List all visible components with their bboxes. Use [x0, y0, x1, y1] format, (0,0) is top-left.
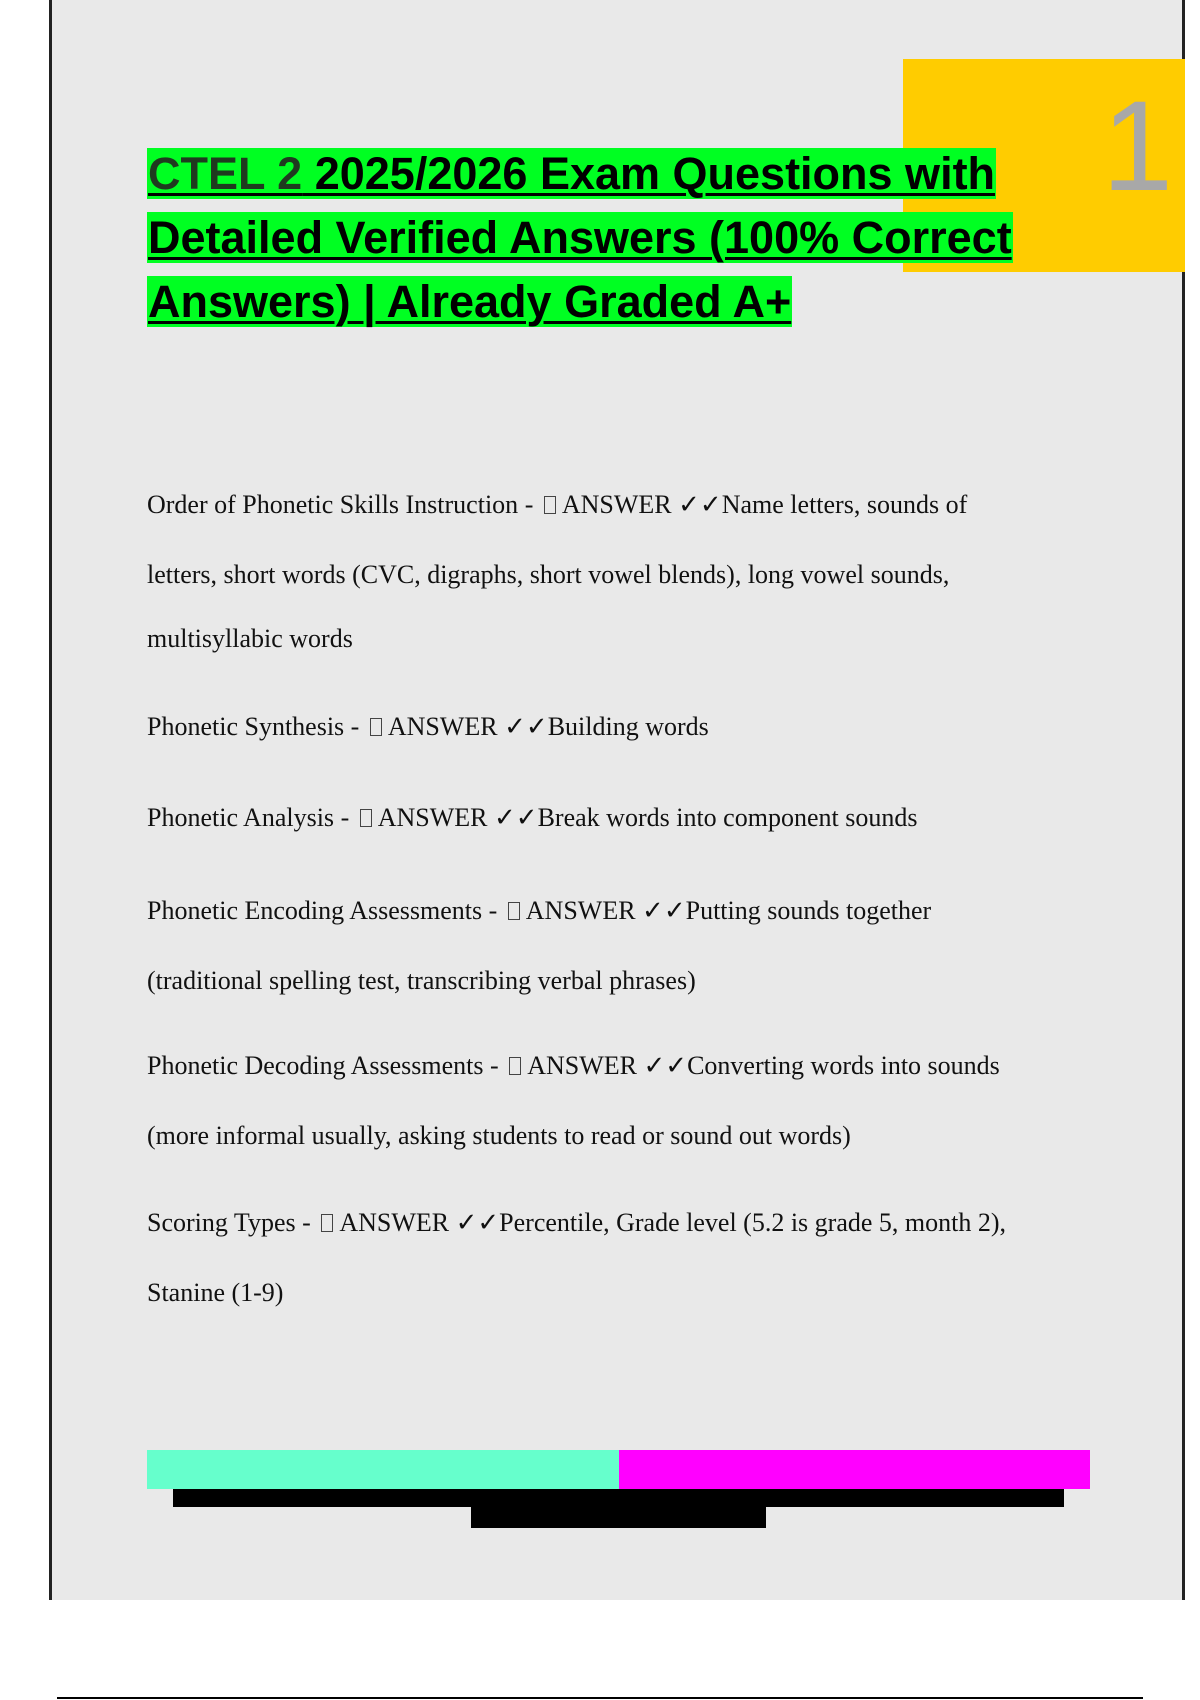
qa-term: Phonetic Analysis: [147, 803, 335, 832]
qa-answer-line-1: Building words: [547, 712, 709, 741]
qa-item: Phonetic Decoding Assessments - ANSWER ✓✓Converting words into sounds (more informal usually, asking students to read or sound out words): [147, 1051, 1000, 1150]
missing-glyph-icon: [544, 496, 556, 514]
missing-glyph-icon: [370, 718, 382, 736]
qa-item: Phonetic Encoding Assessments - ANSWER ✓✓Putting sounds together (traditional spelling test, transcribing verbal phrases): [147, 896, 932, 995]
qa-answer-line-1: Converting words into sounds: [687, 1051, 1000, 1080]
qa-answer-line-2: Stanine (1-9): [147, 1278, 284, 1307]
document-title: [147, 142, 1107, 334]
qa-term: Order of Phonetic Skills Instruction: [147, 490, 519, 519]
qa-item: Scoring Types - ANSWER ✓✓Percentile, Grade level (5.2 is grade 5, month 2), Stanine (1-9): [147, 1208, 1007, 1307]
qa-answer-line-1: Name letters, sounds of: [721, 490, 968, 519]
missing-glyph-icon: [321, 1214, 333, 1232]
missing-glyph-icon: [360, 809, 372, 827]
bottom-divider: [57, 1697, 1143, 1699]
footer-color-bars: [147, 1450, 1090, 1530]
qa-term: Phonetic Synthesis: [147, 712, 345, 741]
footer-bar-black-wide: [173, 1489, 1064, 1507]
qa-answer-line-2: letters, short words (CVC, digraphs, short vowel blends), long vowel sounds,: [147, 560, 950, 589]
missing-glyph-icon: [508, 902, 520, 920]
title-rest: 2025/2026 Exam Questions with Detailed Verified Answers (100% Correct Answers) | Already Graded A+: [148, 148, 1012, 327]
answer-marker: ANSWER ✓✓: [525, 896, 686, 925]
qa-answer-line-1: Percentile, Grade level (5.2 is grade 5, month 2),: [499, 1208, 1007, 1237]
title-prefix: CTEL 2: [148, 148, 303, 199]
missing-glyph-icon: [509, 1057, 521, 1075]
qa-term: Phonetic Decoding Assessments: [147, 1051, 484, 1080]
qa-item: Phonetic Analysis - ANSWER ✓✓Break words into component sounds: [147, 803, 918, 832]
answer-marker: ANSWER ✓✓: [377, 803, 538, 832]
answer-marker: ANSWER ✓✓: [527, 1051, 688, 1080]
answer-marker: ANSWER ✓✓: [339, 1208, 500, 1237]
qa-answer-line-2: (traditional spelling test, transcribing verbal phrases): [147, 966, 696, 995]
qa-term: Phonetic Encoding Assessments: [147, 896, 483, 925]
qa-term: Scoring Types: [147, 1208, 296, 1237]
answer-marker: ANSWER ✓✓: [561, 490, 722, 519]
page-number: 1: [1101, 75, 1173, 218]
qa-answer-line-1: Break words into component sounds: [537, 803, 918, 832]
qa-answer-line-2: (more informal usually, asking students to read or sound out words): [147, 1121, 851, 1150]
qa-answer-line-3: multisyllabic words: [147, 624, 353, 653]
title-highlight: [147, 148, 1013, 327]
document-page: [49, 0, 1185, 1600]
footer-bar-black-narrow: [471, 1507, 766, 1528]
answer-marker: ANSWER ✓✓: [387, 712, 548, 741]
qa-item: Order of Phonetic Skills Instruction - ANSWER ✓✓Name letters, sounds of letters, short words (CVC, digraphs, short vowel blends), long vowel sounds, multisyllabic words: [147, 490, 968, 653]
footer-bar-magenta: [619, 1450, 1090, 1489]
qa-item: Phonetic Synthesis - ANSWER ✓✓Building words: [147, 712, 709, 741]
qa-answer-line-1: Putting sounds together: [685, 896, 932, 925]
footer-bar-cyan: [147, 1450, 619, 1489]
